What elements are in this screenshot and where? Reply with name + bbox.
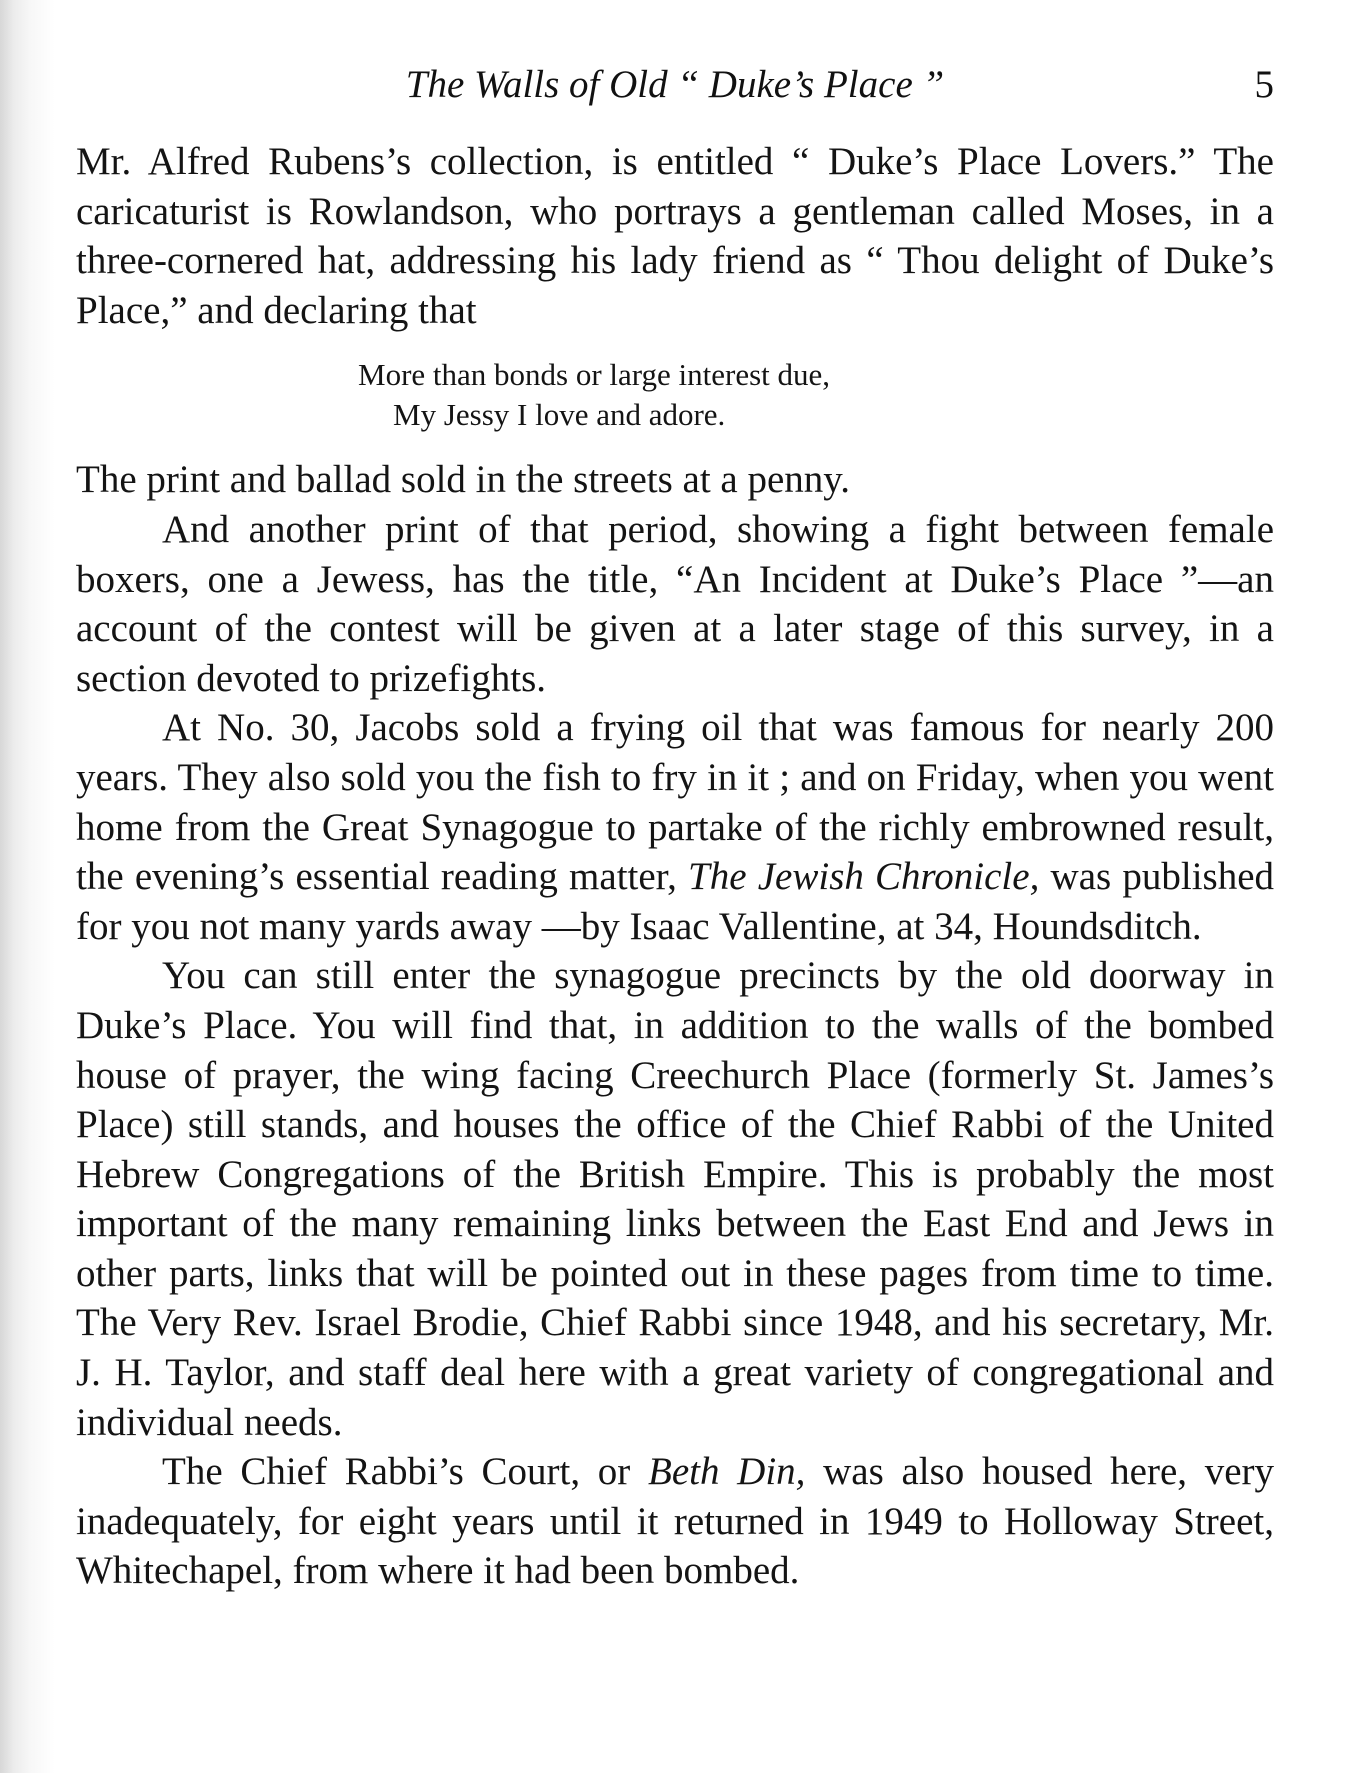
paragraph-5: You can still enter the synagogue precincts by the old doorway in Duke’s Place. You will find that, in addition to the walls of the bombed house of prayer, the wing facing Creechurch Place (formerly St. James’s Place) still stands, and houses the office of the Chief Rabbi of the United Hebrew Congregations of the British Empire. This is probably the most important of the many remaining links between the East End and Jews in other parts, links that will be pointed out in these pages from time to time. The Very Rev. Israel Brodie, Chief Rabbi since 1948, and his secretary, Mr. J. H. Taylor, and staff deal here with a great variety of congregational and individual needs. (76, 954, 1274, 1444)
running-title: The Walls of Old “ Duke’s Place ” (405, 63, 945, 106)
paragraph-1: Mr. Alfred Rubens’s collection, is entitled “ Duke’s Place Lovers.” The caricaturist is Rowlandson, who portrays a gentleman called Moses, in a three-cornered hat, addressing his lady friend as “ Thou delight of Duke’s Place,” and declaring that (76, 140, 1274, 332)
paragraph-2: The print and ballad sold in the streets at a penny. (76, 458, 851, 502)
body-text (76, 137, 1274, 1596)
verse-line-2: My Jessy I love and adore. (393, 397, 726, 433)
publication-title: The Jewish Chronicle, (688, 855, 1040, 899)
court-name: Beth Din, (648, 1450, 806, 1494)
paragraph-4 (76, 703, 1274, 951)
paragraph-6 (76, 1447, 1274, 1596)
verse-line-1: More than bonds or large interest due, (358, 357, 831, 393)
paragraph-4-text-b: was published for you not many yards away —by Isaac Vallentine, at 34, Houndsditch. (76, 855, 1275, 948)
verse-quote (76, 355, 1274, 435)
page-number: 5 (1254, 63, 1274, 106)
paragraph-4-text-a: At No. 30, Jacobs sold a frying oil that was famous for nearly 200 years. They also sold you the fish to fry in it ; and on Friday, when you went home from the Great Synagogue to partake of the richly embrowned result, the evening’s essential reading matter, (76, 706, 1274, 899)
page-header (76, 58, 1274, 118)
paragraph-6-text-a: The Chief Rabbi’s Court, or (162, 1450, 631, 1494)
paragraph-3: And another print of that period, showing a fight between female boxers, one a Jewess, has the title, “An Incident at Duke’s Place ”—an account of the contest will be given at a later stage of this survey, in a section devoted to prizefights. (76, 507, 1274, 700)
paragraph-6-text-b: was also housed here, very inadequately, for eight years until it returned in 1949 to Holloway Street, Whitechapel, from where it had been bombed. (76, 1450, 1275, 1593)
